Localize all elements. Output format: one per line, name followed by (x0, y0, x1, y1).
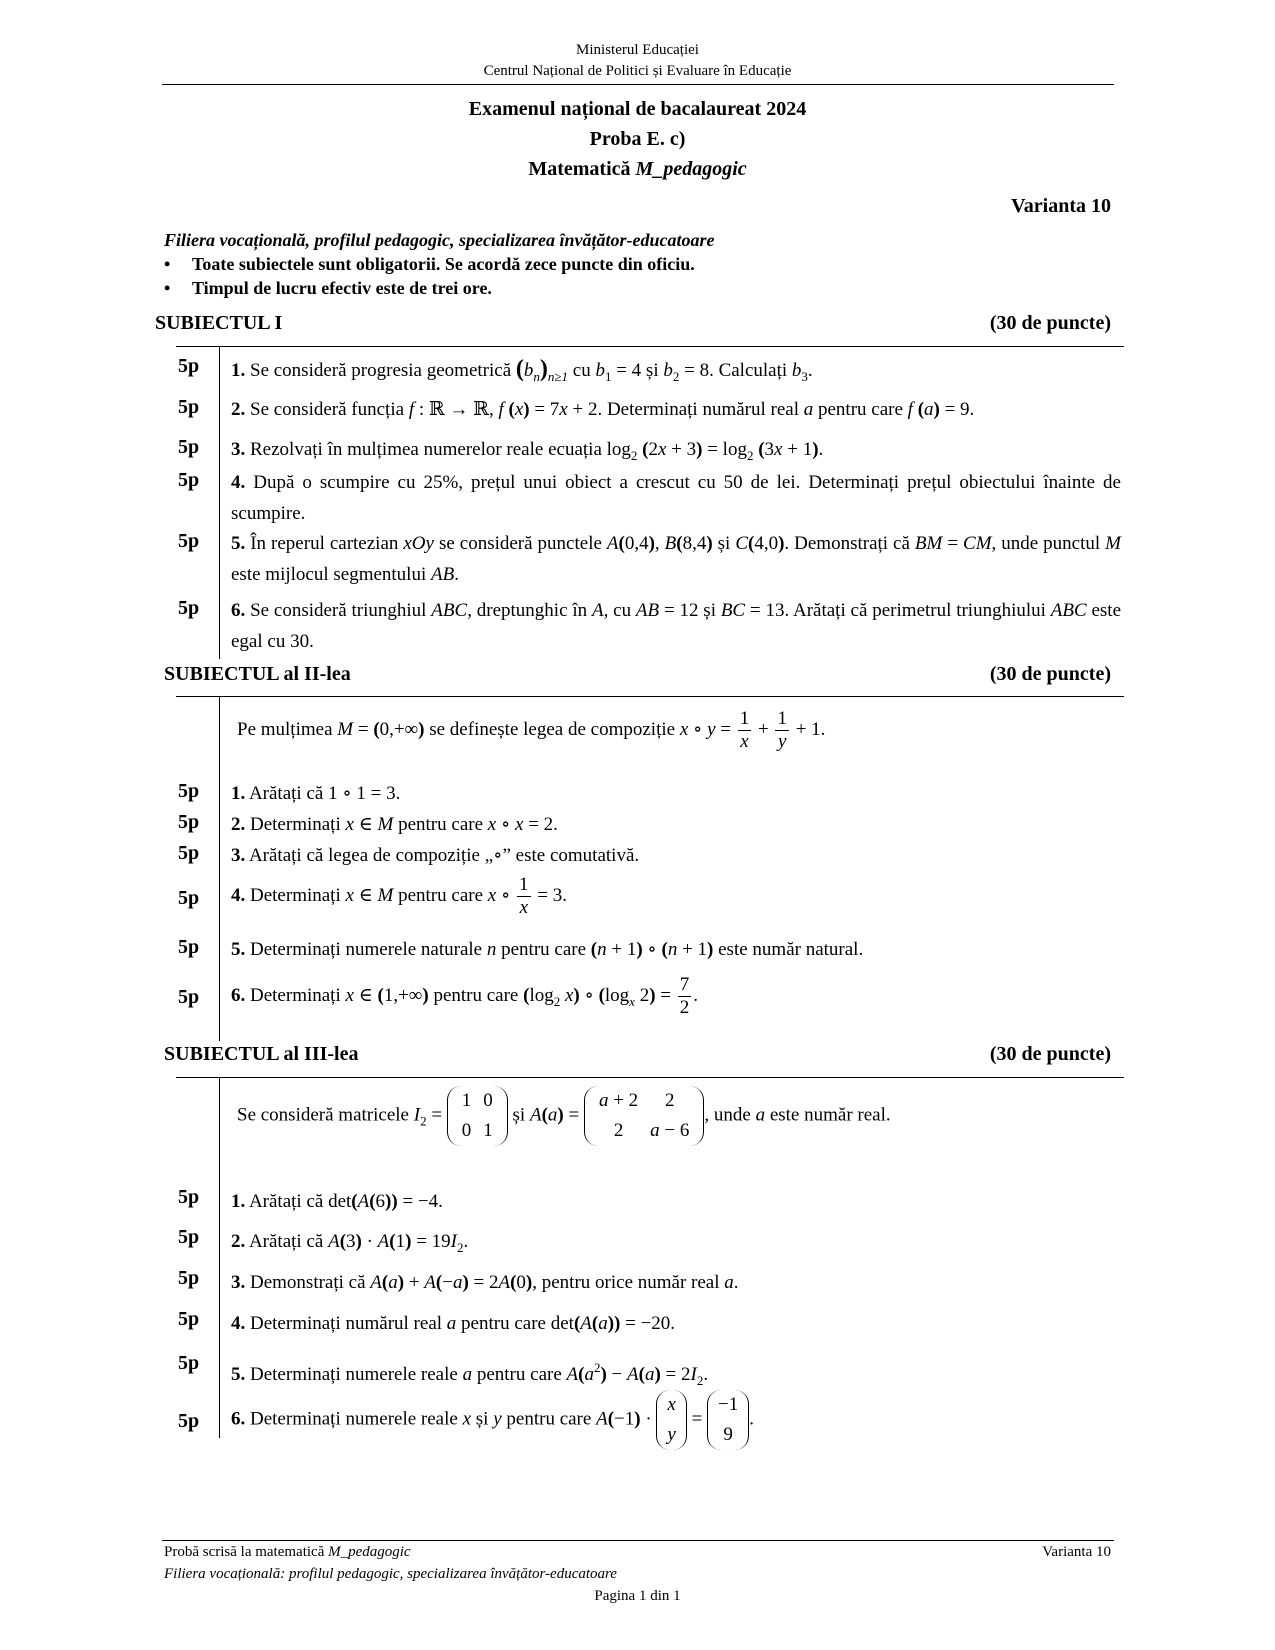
s1-q1: 1. Se consideră progresia geometrică $(b_n)_{n\ge 1}$ cu $b_1 = 4$ și $b_2 = 8$. Calculați $b_3$. (231, 356, 813, 384)
section-1-margin (219, 347, 220, 659)
s1-q2: 2. Se consideră funcția f : ℝ → ℝ, f (x) = 7x + 2. Determinați numărul real a pentru care f (a) = 9. (231, 399, 975, 420)
s1-q5-number: 5. (231, 533, 246, 554)
s3-q5-number: 5. (231, 1364, 246, 1385)
s3-q1-points: 5p (178, 1186, 200, 1208)
s3-q4-points: 5p (178, 1308, 200, 1330)
footer-line2: Filiera vocațională: profilul pedagogic, specializarea învățător-educatoare (164, 1566, 617, 1582)
s3-q5: 5. Determinați numerele reale a pentru care $A(a^2) - A(a) = 2I_2$. (231, 1360, 709, 1388)
section-3-margin (219, 1078, 220, 1438)
s1-q3-points: 5p (178, 436, 200, 458)
s1-q6-points: 5p (178, 597, 200, 619)
s3-q4: 4. Determinați numărul real a pentru care det(A(a)) = −20. (231, 1313, 676, 1334)
footer-variant: Varianta 10 (1042, 1544, 1111, 1560)
section-3-divider (176, 1077, 1124, 1078)
rule-2-text: Timpul de lucru efectiv este de trei ore. (192, 278, 492, 298)
footer-page: Pagina 1 din 1 (594, 1588, 681, 1604)
section-2-margin (219, 697, 220, 1041)
s2-q1-number: 1. (231, 783, 246, 804)
s2-q5-number: 5. (231, 939, 246, 960)
header-ministry: Ministerul Educației (576, 42, 699, 58)
s3-q4-number: 4. (231, 1313, 246, 1334)
section-1-title: SUBIECTUL I (155, 312, 283, 334)
s3-q1-number: 1. (231, 1191, 246, 1212)
s1-q4-text: După o scumpire cu 25%, prețul unui obiect a crescut cu 50 de lei. Determinați prețul obiectului înainte de scumpire. (231, 472, 1121, 524)
s1-q4-number: 4. (231, 472, 246, 493)
s2-q3: 3. Arătați că legea de compoziție „∘” este comutativă. (231, 845, 640, 866)
result-vector: −1 9 (707, 1390, 749, 1450)
s1-q1-points: 5p (178, 355, 200, 377)
rule-2: • Timpul de lucru efectiv este de trei ore. (164, 278, 492, 298)
section-2-divider (176, 696, 1124, 697)
subject-prefix: Matematică (528, 158, 631, 180)
s2-q1-points: 5p (178, 780, 200, 802)
exam-subject (0, 158, 1275, 181)
section-1-points: (30 de puncte) (989, 312, 1111, 334)
s3-q6-points: 5p (178, 1410, 200, 1432)
rule-1: • Toate subiectele sunt obligatorii. Se acordă zece puncte din oficiu. (164, 254, 695, 274)
s3-q2-number: 2. (231, 1231, 246, 1252)
xy-vector: x y (656, 1390, 686, 1450)
s2-q4-number: 4. (231, 884, 246, 906)
s1-q2-points: 5p (178, 396, 200, 418)
section-3-points: (30 de puncte) (989, 1043, 1111, 1065)
s3-statement: Se consideră matricele $I_2$ = 1 0 0 1 și A(a) = a + 2 2 2 a − 6 , unde a este număr real. (237, 1086, 1127, 1146)
s2-q3-points: 5p (178, 842, 200, 864)
s1-q1-number: 1. (231, 360, 246, 381)
s1-q4-points: 5p (178, 469, 200, 491)
section-2-points: (30 de puncte) (989, 663, 1111, 685)
s1-q5: 5. În reperul cartezian xOy se consideră punctele A(0,4), B(8,4) și C(4,0). Demonstrați că BM = CM, unde punctul M este mijlocul segmentului AB. (231, 533, 1121, 585)
variant-label: Varianta 10 (1011, 195, 1111, 217)
identity-matrix: 1 0 0 1 (447, 1086, 508, 1146)
exam-title: Examenul național de bacalaureat 2024 (468, 98, 807, 120)
footer-prefix: Probă scrisă la matematică (164, 1544, 325, 1560)
header-divider (162, 84, 1114, 85)
s2-q5: 5. Determinați numerele naturale n pentru care (n + 1) ∘ (n + 1) este număr natural. (231, 939, 864, 960)
s2-statement: Pe mulțimea M = (0,+∞) se definește legea de compoziție x ∘ y = $\frac{1}{x}$ + $\frac{1}{y}$ + 1. (237, 708, 826, 752)
s3-q6-number: 6. (231, 1408, 246, 1430)
s2-q4: 4. Determinați x ∈ M pentru care x ∘ $\frac{1}{x}$ = 3. (231, 874, 567, 918)
footer-divider (162, 1540, 1114, 1541)
s3-q2: 2. Arătați că $A(3) \cdot A(1) = 19I_2$. (231, 1231, 469, 1255)
s2-q2-points: 5p (178, 811, 200, 833)
s1-q3-number: 3. (231, 439, 246, 460)
s2-q6-number: 6. (231, 984, 246, 1006)
s2-q6-points: 5p (178, 986, 200, 1008)
section-3-title: SUBIECTUL al III-lea (164, 1043, 359, 1065)
s3-q3: 3. Demonstrați că A(a) + A(−a) = 2A(0), pentru orice număr real a. (231, 1272, 739, 1293)
s1-q4 (231, 467, 1121, 529)
s1-q2-number: 2. (231, 399, 246, 420)
footer-subject: M_pedagogic (328, 1544, 411, 1560)
profile-line: Filiera vocațională, profilul pedagogic, specializarea învățător-educatoare (164, 230, 715, 250)
s2-q3-number: 3. (231, 845, 246, 866)
s1-q5-points: 5p (178, 530, 200, 552)
s2-q5-points: 5p (178, 936, 200, 958)
s3-q2-points: 5p (178, 1226, 200, 1248)
s3-q6: 6. Determinați numerele reale x și y pentru care A(−1) · x y = −1 9 . (231, 1390, 1121, 1450)
s2-q2: 2. Determinați x ∈ M pentru care x ∘ x = 2. (231, 814, 558, 835)
exam-proba: Proba E. c) (589, 128, 686, 150)
s1-q6: 6. Se consideră triunghiul ABC, dreptunghic în A, cu AB = 12 și BC = 13. Arătați că perimetrul triunghiului ABC este egal cu 30. (231, 600, 1122, 652)
rule-1-text: Toate subiectele sunt obligatorii. Se acordă zece puncte din oficiu. (192, 254, 695, 274)
s3-q5-points: 5p (178, 1352, 200, 1374)
footer-line1 (164, 1544, 411, 1561)
s3-q1: 1. Arătați că det(A(6)) = −4. (231, 1191, 443, 1212)
s3-q3-number: 3. (231, 1272, 246, 1293)
s3-q3-points: 5p (178, 1267, 200, 1289)
section-2-title: SUBIECTUL al II-lea (164, 663, 351, 685)
s1-q3: 3. Rezolvați în mulțimea numerelor reale ecuația $\log_2 (2x + 3) = \log_2 (3x + 1)$. (231, 439, 824, 463)
a-matrix: a + 2 2 2 a − 6 (584, 1086, 704, 1146)
s2-q1: 1. Arătați că 1 ∘ 1 = 3. (231, 783, 401, 804)
section-1-divider (176, 346, 1124, 347)
s2-q6: 6. Determinați x ∈ (1,+∞) pentru care ($\log_2$ x) ∘ ($\log_x$ 2) = $\frac{7}{2}$ . (231, 974, 698, 1018)
s2-q4-points: 5p (178, 887, 200, 909)
s1-q6-number: 6. (231, 600, 246, 621)
header-center: Centrul Național de Politici și Evaluare în Educație (483, 63, 792, 79)
subject-name: M_pedagogic (635, 158, 747, 180)
s2-q2-number: 2. (231, 814, 246, 835)
